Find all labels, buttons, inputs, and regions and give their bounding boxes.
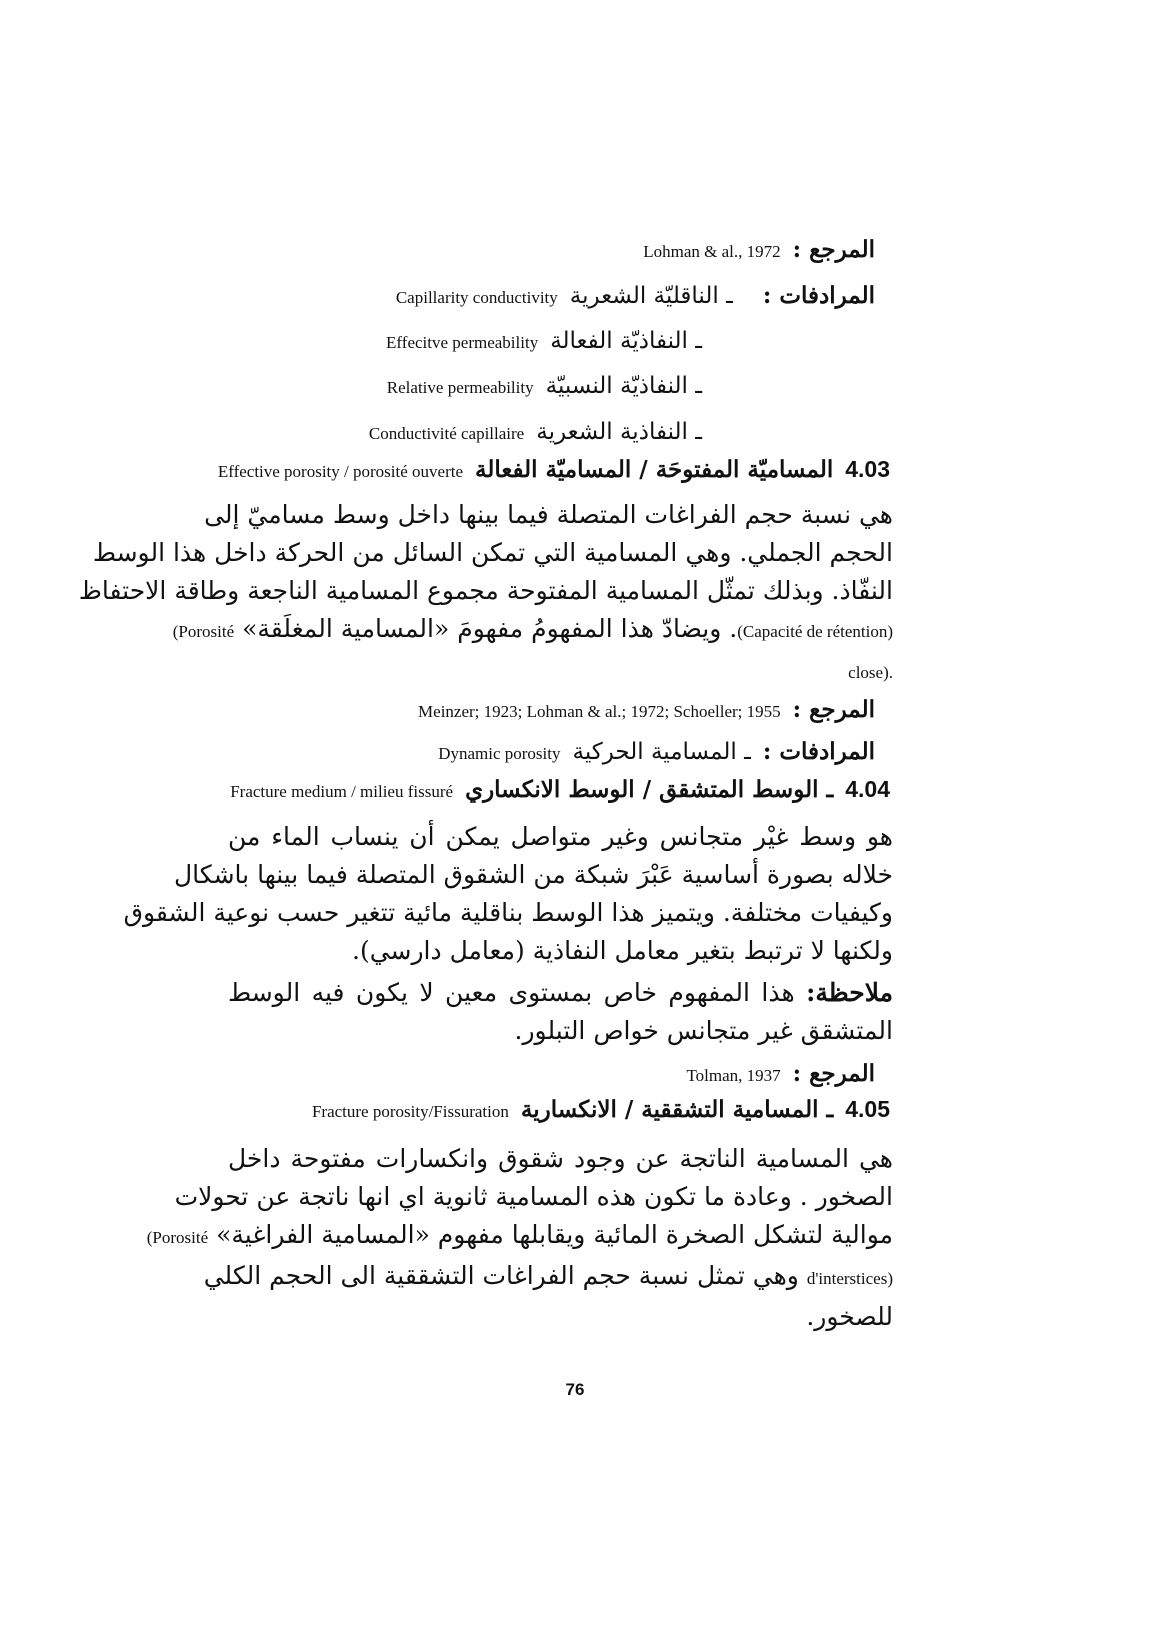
synonym-ar: ـ النفاذيّة الفعالة — [550, 328, 702, 354]
synonym-lat: Conductivité capillaire — [368, 424, 525, 443]
note-text: هذا المفهوم خاص بمستوى معين لا يكون فيه الوسط — [228, 978, 795, 1007]
latin-term: (Porosité — [146, 1228, 209, 1247]
paragraph-line: المتشقق غير متجانس خواص التبلور. — [514, 1016, 893, 1045]
synonym-line — [369, 419, 702, 445]
synonym-ar: ـ النفاذية الشعرية — [536, 419, 702, 445]
note-label: ملاحظة: — [806, 978, 893, 1007]
section-title-ar: ـ الوسط المتشقق / الوسط الانكساري — [465, 776, 834, 803]
section-title-lat: Fracture medium / milieu fissuré — [230, 782, 454, 801]
section-heading-4-04 — [230, 776, 890, 803]
paragraph-line: ولكنها لا ترتبط بتغير معامل النفاذية (معامل دارسي). — [352, 936, 893, 965]
synonym-lat: Capillarity conductivity — [395, 288, 558, 307]
section-number: 4.04 — [845, 776, 890, 802]
arabic-text: . ويضادّ هذا المفهومُ مفهومَ «المسامية المغلَقة» — [242, 614, 738, 643]
latin-term: d'interstices) — [806, 1269, 893, 1288]
reference-line — [643, 236, 875, 263]
synonym-ar: ـ المسامية الحركية — [572, 739, 751, 765]
synonym-line — [387, 373, 702, 399]
reference-label: المرجع : — [792, 696, 875, 723]
section-number: 4.05 — [845, 1096, 890, 1122]
latin-term: (Capacité de rétention) — [737, 622, 893, 641]
definition-paragraph — [78, 496, 893, 692]
reference-label: المرجع : — [792, 1060, 875, 1087]
definition-paragraph — [146, 1140, 893, 1336]
section-heading-4-05 — [312, 1096, 890, 1123]
paragraph-line: هي نسبة حجم الفراغات المتصلة فيما بينها داخل وسط مساميّ إلى — [204, 500, 893, 529]
section-title-ar: المساميّة المفتوحَة / المساميّة الفعالة — [475, 456, 834, 483]
paragraph-line — [228, 651, 893, 692]
paragraph-line: النفّاذ. وبذلك تمثّل المسامية المفتوحة مجموع المسامية الناجعة وطاقة الاحتفاظ — [78, 576, 893, 605]
reference-value: Lohman & al., 1972 — [643, 242, 781, 261]
paragraph-line: هو وسط غيْر متجانس وغير متواصل يمكن أن ينساب الماء من — [228, 822, 893, 851]
synonym-line — [386, 328, 702, 354]
synonyms-label: المرادفات : — [762, 738, 875, 765]
section-title-lat: Effective porosity / porosité ouverte — [217, 462, 463, 481]
latin-term: (Porosité — [172, 622, 235, 641]
paragraph-line: الصخور . وعادة ما تكون هذه المسامية ثانوية اي انها ناتجة عن تحولات — [174, 1182, 893, 1211]
synonyms-line — [438, 738, 875, 765]
section-heading-4-03 — [218, 456, 890, 483]
section-number: 4.03 — [845, 456, 890, 482]
synonym-ar: ـ النفاذيّة النسبيّة — [545, 373, 702, 399]
arabic-text: موالية لتشكل الصخرة المائية ويقابلها مفهوم «المسامية الفراغية» — [216, 1220, 893, 1249]
synonym-lat: Dynamic porosity — [438, 744, 561, 763]
paragraph-line: للصخور. — [806, 1302, 893, 1331]
paragraph-line — [146, 1216, 893, 1257]
paragraph-line: الحجم الجملي. وهي المسامية التي تمكن السائل من الحركة داخل هذا الوسط — [92, 538, 893, 567]
page-number: 76 — [565, 1380, 585, 1399]
synonym-lat: Relative permeability — [386, 378, 534, 397]
synonyms-label: المرادفات : — [762, 282, 875, 309]
reference-label: المرجع : — [792, 236, 875, 263]
paragraph-line — [228, 974, 893, 1012]
arabic-text: وهي تمثل نسبة حجم الفراغات التشققية الى الحجم الكلي — [203, 1261, 799, 1290]
paragraph-line: وكيفيات مختلفة. ويتميز هذا الوسط بناقلية مائية تتغير حسب نوعية الشقوق — [123, 898, 893, 927]
paragraph-line: هي المسامية الناتجة عن وجود شقوق وانكسارات مفتوحة داخل — [228, 1144, 893, 1173]
definition-paragraph — [123, 818, 893, 970]
section-title-ar: ـ المسامية التشققية / الانكسارية — [520, 1096, 834, 1123]
paragraph-line — [203, 1257, 893, 1298]
paragraph-line: خلاله بصورة أساسية عَبْرَ شبكة من الشقوق المتصلة فيما بينها باشكال — [174, 860, 893, 889]
note-paragraph — [228, 974, 893, 1050]
paragraph-line — [172, 610, 893, 651]
reference-value: Meinzer; 1923; Lohman & al.; 1972; Schoeller; 1955 — [418, 702, 781, 721]
reference-line — [686, 1060, 875, 1087]
synonym-lat: Effecitve permeability — [386, 333, 539, 352]
reference-value: Tolman, 1937 — [686, 1066, 781, 1085]
synonyms-line — [396, 282, 875, 309]
reference-line — [418, 696, 875, 723]
section-title-lat: Fracture porosity/Fissuration — [311, 1102, 509, 1121]
latin-term: close). — [848, 663, 893, 682]
synonym-ar: ـ الناقليّة الشعرية — [569, 283, 733, 309]
